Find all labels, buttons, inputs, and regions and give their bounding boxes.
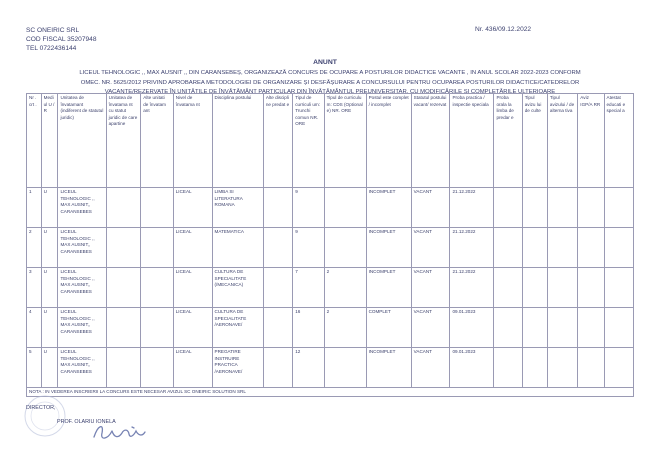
table-header-cell: Alte unitati de învatam ant [141, 94, 173, 188]
table-cell [263, 308, 292, 348]
director-name: PROF. OLARIU IONELA [57, 419, 116, 425]
table-cell [547, 228, 577, 268]
table-cell: U [41, 308, 58, 348]
table-header-cell: Proba orala la limba de predar e [494, 94, 522, 188]
table-cell [604, 268, 634, 308]
table-cell: U [41, 348, 58, 388]
table-header-cell: Statutul postului vacant/ rezervat [411, 94, 450, 188]
description-line: LICEUL TEHNOLOGIC ,, MAX AUSNIT ,, DIN CARANSEBEȘ, ORGANIZEAZĂ CONCURS DE OCUPARE A POSTURILOR DIDACTICE VACANTE , IN ANUL SCOLAR 2022-2023 CONFORM [79, 70, 581, 76]
table-cell: VACANT [411, 188, 450, 228]
table-note-row [27, 388, 634, 397]
company-phone: TEL 0722436144 [26, 45, 77, 52]
table-cell [522, 188, 547, 228]
table-cell: LICEAL [173, 348, 212, 388]
table-cell [263, 348, 292, 388]
table-cell [494, 228, 522, 268]
table-cell: CULTURA DE SPECIALITATE /AERONAVE/ [212, 308, 263, 348]
table-cell: VACANT [411, 308, 450, 348]
table-cell: LICEUL TEHNOLOGIC ,, MAX AUSNIT,, CARANSEBES [58, 308, 106, 348]
table-cell: U [41, 228, 58, 268]
table-cell [324, 188, 366, 228]
table-header-cell: Disciplina postului [212, 94, 263, 188]
table-cell: LICEAL [173, 228, 212, 268]
table-cell: 09.01.2023 [450, 348, 494, 388]
table-cell [578, 308, 604, 348]
table-cell [324, 228, 366, 268]
table-row [27, 268, 634, 308]
table-cell: 5 [27, 348, 42, 388]
official-stamp [22, 393, 68, 439]
table-cell [494, 188, 522, 228]
director-label: DIRECTOR, [26, 405, 56, 411]
table-cell: INCOMPLET [366, 188, 411, 228]
table-cell: 7 [293, 268, 324, 308]
table-cell: CULTURA DE SPECIALITATE (/MECANICA) [212, 268, 263, 308]
table-row [27, 308, 634, 348]
table-cell [494, 308, 522, 348]
table-cell [324, 348, 366, 388]
table-row [27, 348, 634, 388]
table-cell: INCOMPLET [366, 268, 411, 308]
table-cell: LICEUL TEHNOLOGIC ,, MAX AUSNIT,, CARANSEBES [58, 228, 106, 268]
table-cell: INCOMPLET [366, 348, 411, 388]
table-cell [106, 228, 141, 268]
table-cell: U [41, 268, 58, 308]
table-header-cell: Tipul avizu lui de culte [522, 94, 547, 188]
table-cell: VACANT [411, 348, 450, 388]
table-cell: 9 [293, 228, 324, 268]
table-cell [547, 268, 577, 308]
table-cell: U [41, 188, 58, 228]
company-header [26, 26, 97, 53]
table-cell [263, 268, 292, 308]
table-header-cell: Unitatea de învatama nt cu statut juridic de care apartine [106, 94, 141, 188]
table-cell [522, 308, 547, 348]
registration-number: Nr. 436/09.12.2022 [475, 26, 532, 33]
table-cell: COMPLET [366, 308, 411, 348]
table-cell [263, 228, 292, 268]
table-cell [578, 228, 604, 268]
table-cell [522, 268, 547, 308]
director-signature [88, 419, 168, 445]
fiscal-code: COD FISCAL 35207948 [26, 36, 97, 43]
table-header-row [27, 94, 634, 188]
table-cell: 21.12.2022 [450, 228, 494, 268]
table-cell: LICEUL TEHNOLOGIC ,, MAX AUSNIT,, CARANSEBES [58, 268, 106, 308]
table-cell: LICEAL [173, 308, 212, 348]
table-row [27, 188, 634, 228]
table-cell [522, 228, 547, 268]
table-cell [141, 348, 173, 388]
announcement-title: ANUNT [313, 59, 337, 66]
table-cell: 2 [27, 228, 42, 268]
table-cell: 09.01.2023 [450, 308, 494, 348]
table-cell [141, 308, 173, 348]
table-cell: MATEMATICA [212, 228, 263, 268]
table-cell [547, 348, 577, 388]
table-cell: INCOMPLET [366, 228, 411, 268]
table-header-cell: Postul este complet / incomplet [366, 94, 411, 188]
table-cell: 2 [324, 308, 366, 348]
table-header-cell: Tipul de curriculu m: CDS (Optional e) NR. ORE [324, 94, 366, 188]
table-header-cell: Tipul de curriculi um: Trunchi comun NR. ORE [293, 94, 324, 188]
table-header-cell: Atestat educati e special a [604, 94, 634, 188]
table-cell [578, 188, 604, 228]
table-cell: 21.12.2022 [450, 188, 494, 228]
table-cell: LICEAL [173, 188, 212, 228]
table-header-cell: Unitatea de învatamant (indiferent de statutul juridic) [58, 94, 106, 188]
table-cell [604, 188, 634, 228]
table-header-cell: Medi ul U / R [41, 94, 58, 188]
positions-table [26, 93, 634, 397]
table-cell [141, 188, 173, 228]
table-cell: 2 [324, 268, 366, 308]
table-header-cell: Alte discipli ne predat e [263, 94, 292, 188]
table-cell [106, 268, 141, 308]
table-header-cell: Aviz IGP/A RR [578, 94, 604, 188]
table-cell: VACANT [411, 228, 450, 268]
table-header-cell: Tipul avizului / de alterna tiva [547, 94, 577, 188]
table-cell [547, 308, 577, 348]
table-cell: 1 [27, 188, 42, 228]
table-cell: 16 [293, 308, 324, 348]
table-cell [522, 348, 547, 388]
table-cell [494, 348, 522, 388]
table-header-cell: Proba practica / inspectie speciala [450, 94, 494, 188]
table-cell: VACANT [411, 268, 450, 308]
table-cell [141, 228, 173, 268]
table-cell: LICEAL [173, 268, 212, 308]
table-cell: 4 [27, 308, 42, 348]
table-cell: LICEUL TEHNOLOGIC ,, MAX AUSNIT,, CARANSEBES [58, 188, 106, 228]
table-cell [604, 228, 634, 268]
table-cell [106, 188, 141, 228]
table-cell: 12 [293, 348, 324, 388]
description-line: OMEC. NR. 5625/2012 PRIVIND APROBAREA METODOLOGIEI DE ORGANIZARE ȘI DESFĂȘURARE A CONCURSULUI PENTRU OCUPAREA POSTURILOR DIDACTICE/CATEDRELOR [80, 79, 580, 86]
table-header-cell: Nivel de învatama nt [173, 94, 212, 188]
table-cell [604, 348, 634, 388]
company-name: SC ONEIRIC SRL [26, 27, 80, 34]
table-cell [578, 268, 604, 308]
table-cell [141, 268, 173, 308]
table-cell: 9 [293, 188, 324, 228]
table-cell: PREGATIRE INSTRUIRE PRACTICA /AERONAVE/ [212, 348, 263, 388]
table-cell: LICEUL TEHNOLOGIC ,, MAX AUSNIT,, CARANSEBES [58, 348, 106, 388]
table-row [27, 228, 634, 268]
table-note: NOTA : IN VEDEREA INSCRIERII LA CONCURS ESTE NECESAR AVIZUL SC ONEIRIC SOLUTION SRL [27, 388, 634, 397]
table-cell [494, 268, 522, 308]
description-line: VACANTE/REZERVATE ÎN UNITĂȚILE DE ÎNVĂȚĂMÂNT PARTICULAR DIN ÎNVĂȚĂMÂNTUL PREUNIVERSITAR, CU MODIFICĂRILE ȘI COMPLETĂRILE ULTERIOARE [104, 89, 556, 96]
table-cell: LIMBA SI LITERATURA ROMANA [212, 188, 263, 228]
table-cell [604, 308, 634, 348]
table-cell: 21.12.2022 [450, 268, 494, 308]
table-cell [106, 308, 141, 348]
table-header-cell: Nr . crt . [27, 94, 42, 188]
table-cell [578, 348, 604, 388]
table-cell [547, 188, 577, 228]
table-cell: 3 [27, 268, 42, 308]
table-cell [263, 188, 292, 228]
table-cell [106, 348, 141, 388]
